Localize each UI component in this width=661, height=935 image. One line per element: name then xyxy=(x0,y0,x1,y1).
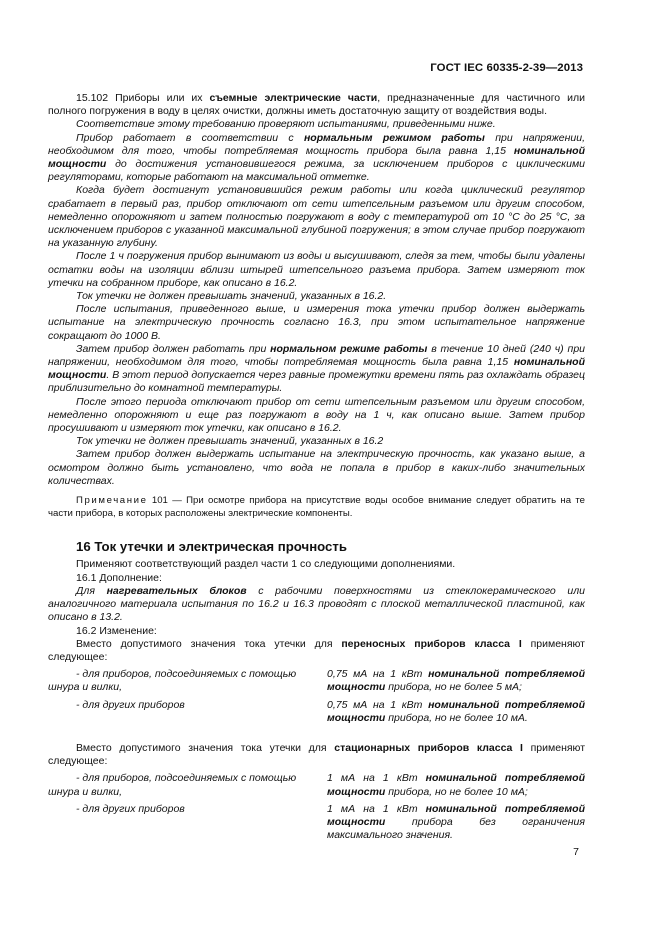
row-label: - для других приборов xyxy=(76,698,185,711)
section-16-heading: 16 Ток утечки и электрическая прочность xyxy=(76,539,347,555)
row-label xyxy=(48,668,310,694)
text: 0,75 мА на 1 кВт xyxy=(327,698,429,711)
text: шнура и вилки, xyxy=(48,681,123,694)
text: прибора, но не более 10 мА. xyxy=(385,711,528,724)
term-bold: нагревательных блоков xyxy=(106,584,247,597)
spacer xyxy=(48,725,585,742)
text: при напряжении, необходимом для того, чтобы потребляемая мощность прибора была равна 1,15 xyxy=(48,131,586,157)
text: до достижения установившегося режима, за исключением приборов с циклическими регуляторами, которые работают на максимальной отметке. xyxy=(48,158,585,184)
text: Затем прибор должен работать при xyxy=(76,342,271,355)
text: Для xyxy=(76,584,107,597)
note-101 xyxy=(48,495,585,520)
row-value xyxy=(327,668,585,694)
page-number: 7 xyxy=(573,846,579,858)
text: в течение 10 дней (240 ч) при напряжении, необходимом для того, чтобы потребляемая мощность была равна 1,15 xyxy=(48,342,586,369)
note-label: Примечание xyxy=(76,495,148,507)
stationary-row-other xyxy=(48,803,585,843)
text: применяют следующее: xyxy=(48,637,585,663)
term-bold: съемные электрические части xyxy=(209,92,378,104)
text: , предназначенные для частичного или полного погружения в воду в целях очистки, должны иметь достаточную защиту от воздействия воды. xyxy=(48,92,585,118)
stationary-row-cord xyxy=(48,772,585,798)
row-value xyxy=(327,803,585,843)
term-bold: номинальной мощности xyxy=(48,356,585,382)
term-bold: переносных приборов класса I xyxy=(341,637,522,650)
term-bold: номинальной потребляемой мощности xyxy=(327,772,585,798)
portable-row-other xyxy=(48,699,585,725)
term-bold: стационарных приборов класса I xyxy=(334,741,523,754)
row-label: - для других приборов xyxy=(76,802,185,815)
text: прибора без ограничения максимального значения. xyxy=(327,815,585,842)
page-content xyxy=(48,92,585,842)
text: 15.102 Приборы или их xyxy=(76,92,210,104)
test-paragraph-3: После 1 ч погружения прибор вынимают из воды и высушивают, следя за тем, чтобы были удалены остатки воды на изоляции вблизи штырей штепсельного разъема прибора. Затем измеряют ток утечки на собранном приборе, как описано в 16.2. xyxy=(48,250,585,289)
term-bold: нормальным режимом работы xyxy=(303,131,485,144)
text: 1 мА на 1 кВт xyxy=(327,772,426,785)
clause-16-2: 16.2 Изменение: xyxy=(76,624,157,637)
test-paragraph-5: После испытания, приведенного выше, и измерения тока утечки прибор должен выдержать испытание на электрическую прочность согласно 16.3, при этом испытательное напряжение сокращают до 1000 В. xyxy=(48,303,585,342)
text: - для приборов, подсоединяемых с помощью xyxy=(76,772,297,785)
clause-16-1: 16.1 Дополнение: xyxy=(76,571,162,584)
text: шнура и вилки, xyxy=(48,785,123,798)
test-paragraph-9: Затем прибор должен выдержать испытание на электрическую прочность, как указано выше, а осмотром должно быть установлено, что вода не попала в прибор в каких-либо значительных количествах. xyxy=(48,448,585,487)
term-bold: номинальной мощности xyxy=(48,144,585,171)
stationary-class-i-intro xyxy=(48,742,585,768)
text: Прибор работает в соответствии с xyxy=(76,131,304,144)
term-bold: номинальной потребляемой мощности xyxy=(327,802,585,828)
term-bold: номинальной потребляемой мощности xyxy=(327,668,585,694)
text: применяют следующее: xyxy=(48,741,586,768)
clause-15-102 xyxy=(48,92,585,118)
document-id: ГОСТ IEC 60335-2-39—2013 xyxy=(430,62,583,74)
portable-class-i-intro xyxy=(48,638,585,664)
text: Вместо допустимого значения тока утечки для xyxy=(76,637,342,650)
text: с рабочими поверхностями из стеклокерамического или аналогичного материала испытания по 16.2 и 16.3 проводят с плоской металлической пластиной, как описано в 13.2. xyxy=(48,584,586,624)
text: - для приборов, подсоединяемых с помощью xyxy=(76,668,297,681)
test-paragraph-6 xyxy=(48,343,585,396)
compliance-statement: Соответствие этому требованию проверяют испытаниями, приведенными ниже. xyxy=(76,118,496,131)
test-paragraph-8: Ток утечки не должен превышать значений, указанных в 16.2 xyxy=(76,435,384,448)
text: 1 мА на 1 кВт xyxy=(327,802,426,815)
row-label xyxy=(48,772,310,798)
text: 0,75 мА на 1 кВт xyxy=(327,668,429,681)
portable-row-cord xyxy=(48,668,585,694)
test-paragraph-1 xyxy=(48,132,585,185)
text: прибора, но не более 10 мА; xyxy=(385,785,528,798)
row-value xyxy=(327,699,585,725)
term-bold: нормальном режиме работы xyxy=(270,342,428,355)
row-value xyxy=(327,772,585,798)
text: прибора, но не более 5 мА; xyxy=(385,681,522,694)
test-paragraph-2: Когда будет достигнут установившийся режим работы или когда циклический регулятор срабатает в первый раз, прибор отключают от сети штепсельным разъемом или другим способом, немедленно опорожняют и затем полностью погружают в воду с температурой от 10 °С до 25 °С, за исключением приборов с указанной максимальной глубиной погружения; в этом случае прибор погружают на указанную глубину. xyxy=(48,184,585,250)
test-paragraph-4: Ток утечки не должен превышать значений, указанных в 16.2. xyxy=(76,290,387,303)
note-text: 101 — При осмотре прибора на присутствие воды особое внимание следует обратить на те части прибора, в которых расположены электрические компоненты. xyxy=(48,495,585,519)
clause-16-1-text xyxy=(48,585,585,625)
test-paragraph-7: После этого периода отключают прибор от сети штепсельным разъемом или другим способом, немедленно опорожняют и еще раз погружают в воду на 1 ч, как описано выше. Затем прибор просушивают и измеряют ток утечки, как описано в 16.2. xyxy=(48,395,585,435)
section-16-intro: Применяют соответствующий раздел части 1 со следующими дополнениями. xyxy=(76,558,456,571)
term-bold: номинальной потребляемой мощности xyxy=(327,698,585,724)
text: Вместо допустимого значения тока утечки для xyxy=(76,741,335,754)
text: . В этот период допускается через равные промежутки времени пять раз охлаждать образец приблизительно до комнатной температуры. xyxy=(48,369,585,395)
